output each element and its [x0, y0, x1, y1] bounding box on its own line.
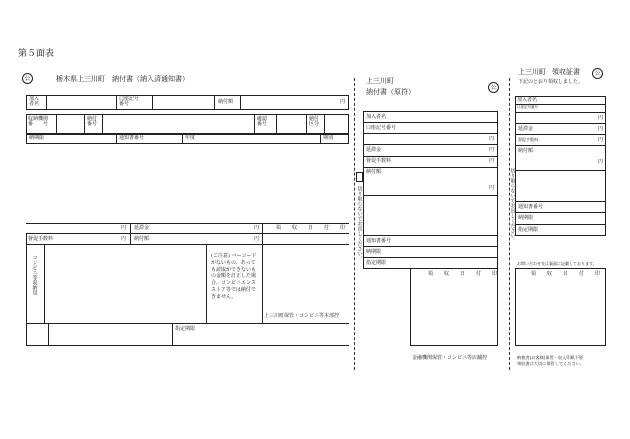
- stub-account-label: 口座記号番号: [366, 125, 397, 131]
- notice-noticeno-label: 通知書番号: [119, 135, 145, 141]
- notice-payer-label: 加入 者名: [29, 96, 40, 107]
- stub-noticeno-label: 通知書番号: [366, 238, 392, 244]
- stub-extension-label: 延滞金: [366, 147, 382, 153]
- notice-due-label: 期別: [323, 135, 334, 141]
- notice-row-payer: [26, 95, 349, 110]
- notice-account-label: 口座記号 番号: [119, 96, 140, 107]
- receipt-receipt-stamp: 領 収 日 付 印: [531, 271, 604, 277]
- receipt-inquiry: お問い合わせ先は裏面に記載しております。: [517, 261, 597, 266]
- receipt-period-label: 納期限: [518, 215, 534, 221]
- notice-confirm-label: 確認 番号: [257, 116, 268, 127]
- notice-conv-label: コンビニ等収納用: [31, 255, 38, 295]
- stub-reminder-label: 督促手数料: [366, 158, 392, 164]
- notice-bank-label: 収納機関 番 号: [28, 116, 49, 127]
- notice-row-bank: [26, 114, 349, 134]
- page-title: 第５面表: [18, 49, 55, 59]
- receipt-reminder-label: 督促手数料: [518, 137, 538, 142]
- notice-receipt-stamp: 領 収 日 付 印: [276, 225, 349, 231]
- receipt-title-town: 上三川町: [518, 68, 546, 76]
- receipt-extension-label: 延滞金: [518, 126, 534, 132]
- notice-designated-label: 指定期限: [175, 326, 196, 332]
- stub-payer-label: 加入者名: [366, 114, 387, 120]
- notice-extension-label: 延滞金: [134, 225, 150, 231]
- stub-receipt-stamp: 領 収 日 付 印: [428, 271, 501, 277]
- notice-caution: (ご注意) バーコードがないもの、あっても読取ができないもの金額を訂正した場合、コンビニエンスストア等では納付できません。: [211, 253, 257, 300]
- stub-stamp-box: [410, 268, 501, 346]
- stub-title-town: 上三川町: [366, 77, 394, 85]
- yen-unit: 円: [340, 99, 346, 105]
- stub-cut-text: 切り取らないでお出しください。: [356, 186, 363, 261]
- notice-amount-label: 納付額: [218, 99, 234, 105]
- receipt-noticeno-label: 通知書番号: [518, 204, 544, 210]
- receipt-amount-label: 納付額: [518, 148, 534, 154]
- stub-amount-label: 納付額: [366, 169, 382, 175]
- seal-mark: 公: [22, 73, 33, 84]
- notice-payno-label: 納付 番号: [87, 116, 98, 127]
- notice-footer: 上三川町保管・コンビニ等本部控: [264, 313, 340, 319]
- receipt-title-doc: 領収証書: [552, 68, 580, 76]
- receipt-stamp-box: [515, 268, 606, 346]
- notice-year-label: 年度: [185, 135, 196, 141]
- stub-designated-label: 指定期限: [366, 260, 387, 266]
- notice-paytype-label: 納付 区分: [309, 116, 320, 127]
- stub-cut-mark: [356, 172, 363, 182]
- notice-period-label: 納期限: [29, 135, 45, 141]
- notice-title: 栃木県上三川町 納付書（納入済通知書）: [56, 75, 189, 83]
- receipt-payer-label: 加入者名: [517, 97, 538, 103]
- notice-reminder-label: 督促手数料: [28, 236, 54, 242]
- cut-line-left: [354, 78, 355, 370]
- receipt-subtitle: 下記のとおり領収しました。: [518, 79, 584, 85]
- notice-total-label: 納付額: [134, 236, 150, 242]
- receipt-footer: 納税者(お客様)保管・収入印紙不要 領収書は大切に保管してください。: [517, 355, 585, 367]
- receipt-cut-text: 切り取らないでお出しください。: [509, 168, 516, 243]
- stub-period-label: 納期限: [366, 249, 382, 255]
- stub-title-doc: 納付書（原符）: [366, 88, 415, 96]
- stub-footer: 金融機関保管・コンビニ等店舗控: [412, 355, 488, 361]
- receipt-designated-label: 指定期限: [518, 227, 539, 233]
- receipt-account-label: 口座記号番号: [517, 105, 538, 109]
